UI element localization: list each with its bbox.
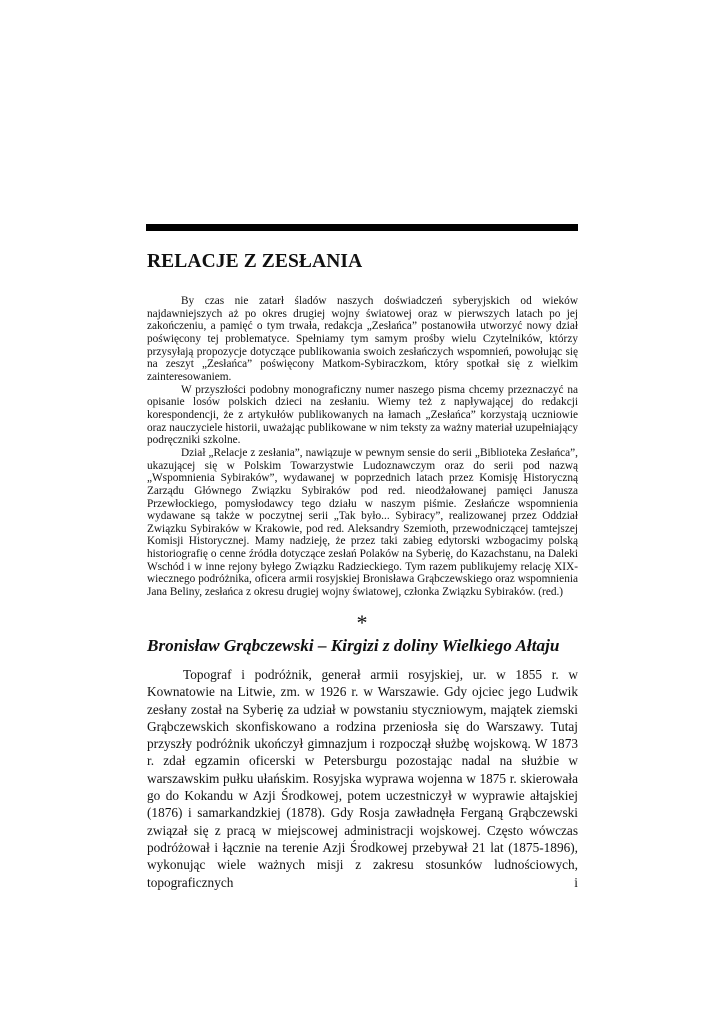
article-body — [147, 666, 578, 891]
intro-text — [147, 295, 578, 599]
article-title: Bronisław Grąbczewski – Kirgizi z doliny Wielkiego Ałtaju — [147, 636, 560, 655]
intro-paragraph: Dział „Relacje z zesłania”, nawiązuje w pewnym sensie do serii „Biblioteka Zesłańca”, ukazującej się w Polskim Towarzystwie Ludoznawczym oraz do serii pod nazwą „Wspomnienia Sybiraków”, wydawanej w poprzednich latach przez Komisję Historyczną Zarządu Głównego Związku Sybiraków pod red. nieodżałowanej pamięci Janusza Przewłockiego, pomysłodawcy tego działu w naszym piśmie. Zesłańcze wspomnienia wydawane są także w poczytnej serii „Tak było... Sybiracy”, realizowanej przez Oddział Związku Sybiraków w Krakowie, pod red. Aleksandry Szemioth, przewodniczącej tamtejszej Komisji Historycznej. Mamy nadzieję, że przez taki zabieg edytorski wzbogacimy polską historiografię o cenne źródła dotyczące zesłań Polaków na Syberię, do Kazachstanu, na Daleki Wschód i w inne rejony byłego Związku Radzieckiego. Tym razem publikujemy relację XIX-wiecznego podróżnika, oficera armii rosyjskiej Bronisława Grąbczewskiego oraz wspomnienia Jana Beliny, zesłańca z okresu drugiej wojny światowej, członka Związku Sybiraków. (red.) — [147, 446, 578, 599]
section-top-rule — [146, 224, 578, 231]
article-paragraph: Topograf i podróżnik, generał armii rosyjskiej, ur. w 1855 r. w Kownatowie na Litwie, zm. w 1926 r. w Warszawie. Gdy ojciec jego Ludwik zesłany został na Syberię za udział w powstaniu styczniowym, majątek ziemski Grąbczewskich skonfiskowano a rodzina przeniosła się do Warszawy. Tutaj przyszły podróżnik ukończył gimnazjum i rozpoczął służbę wojskową. W 1873 r. zdał egzamin oficerski w Petersburgu pozostając nadal na służbie w warszawskim pułku ułańskim. Rosyjska wyprawa wojenna w 1875 r. skierowała go do Kokandu w Azji Środkowej, potem uczestniczył w wyprawie ałtajskiej (1876) i samarkandzkiej (1878). Gdy Rosja zawładnęła Ferganą Grąbczewski związał się z pracą w miejscowej administracji wojskowej. Często wówczas podróżował i łącznie na terenie Azji Środkowej przebywał 21 lat (1875-1896), wykonując wiele ważnych misji z zakresu stosunków ludnościowych, topograficznych i — [147, 667, 578, 890]
section-divider: * — [356, 610, 368, 635]
section-title: RELACJE Z ZESŁANIA — [147, 251, 363, 272]
intro-paragraph: By czas nie zatarł śladów naszych doświadczeń syberyjskich od wieków najdawniejszych aż po okres drugiej wojny światowej oraz w pierwszych latach po jej zakończeniu, a pamięć o tym trwała, redakcja „Zesłańca” postanowiła utworzyć nowy dział poświęcony tej problematyce. Spełniamy tym samym prośby wielu Czytelników, którzy przysyłają propozycje dotyczące publikowania swoich zesłańczych wspomnień, powołując się na zeszyt „Zesłańca” poświęcony Matkom-Sybiraczkom, który spotkał się z wielkim zainteresowaniem. — [147, 295, 578, 383]
intro-paragraph: W przyszłości podobny monograficzny numer naszego pisma chcemy przeznaczyć na opisanie losów polskich dzieci na zesłaniu. Wiemy też z napływającej do redakcji korespondencji, że z artykułów publikowanych na łamach „Zesłańca” korzystają uczniowie oraz nauczyciele historii, uważając publikowane w nim teksty za ważny materiał uzupełniający podręczniki szkolne. — [147, 383, 578, 447]
